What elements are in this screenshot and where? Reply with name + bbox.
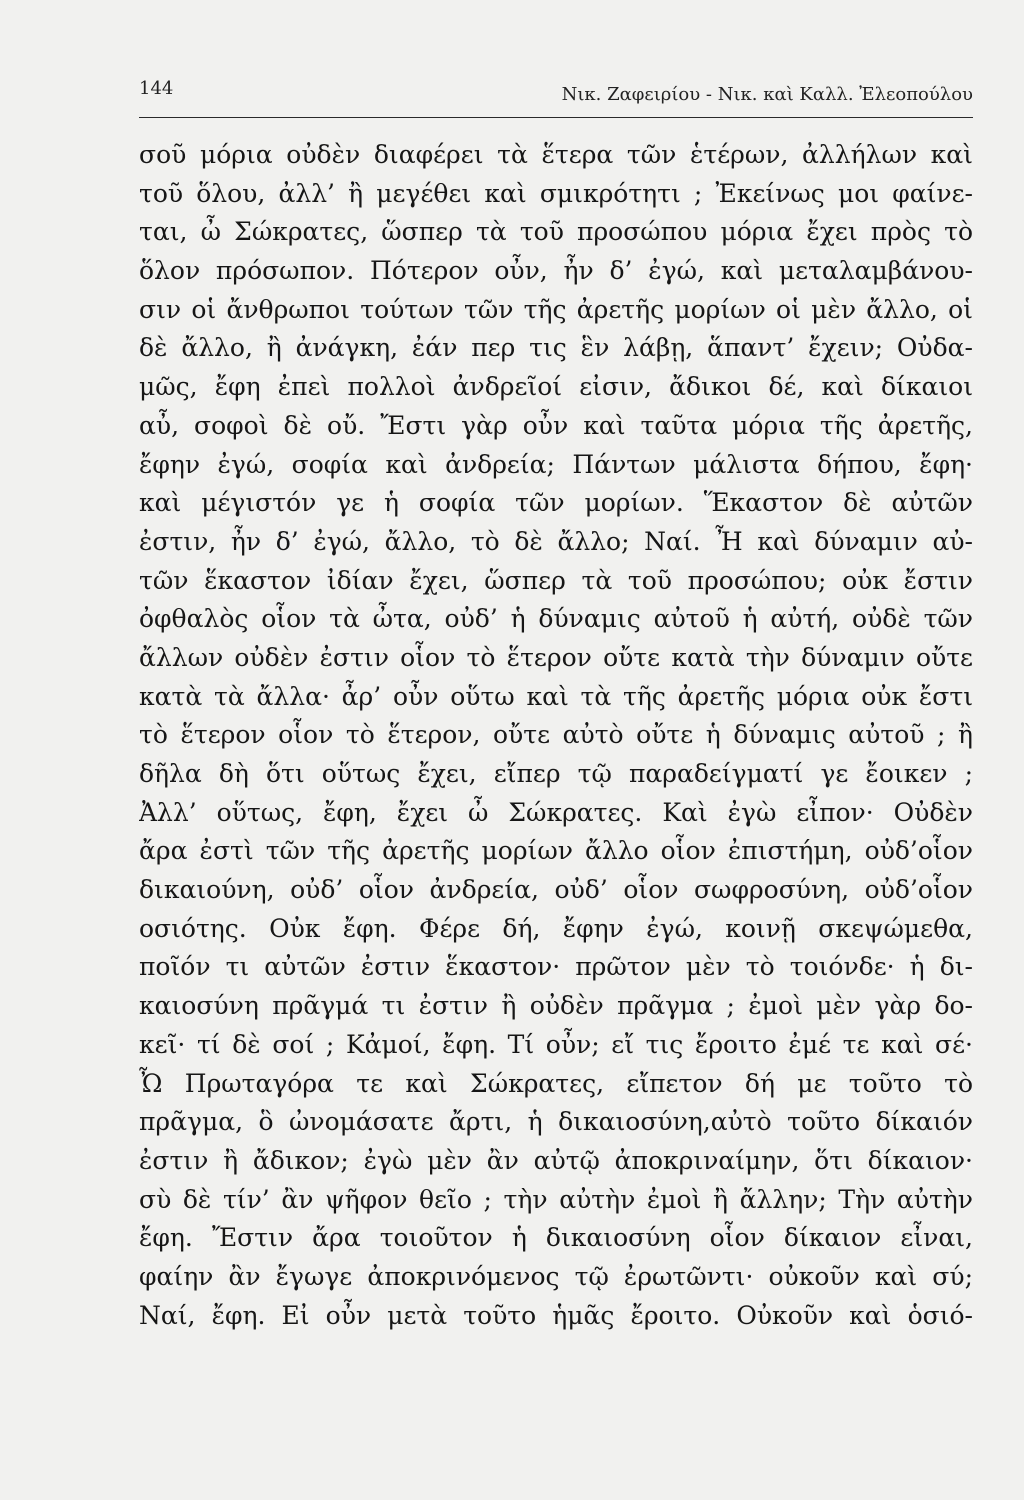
text-line: καὶ μέγιστόν γε ἡ σοφία τῶν μορίων. Ἕκαστον δὲ αὐτῶν [139,488,973,518]
text-line: ἐστιν ἢ ἄδικον; ἐγὼ μὲν ἂν αὐτῷ ἀποκριναίμην, ὅτι δίκαιον· [139,1145,973,1175]
text-line: κεῖ· τί δὲ σοί ; Κἀμοί, ἔφη. Τί οὖν; εἴ τις ἔροιτο ἐμέ τε καὶ σέ· [139,1029,973,1059]
text-line: δὲ ἄλλο, ἢ ἀνάγκη, ἐάν περ τις ἓν λάβῃ, ἅπαντ’ ἔχειν; Οὐδα- [139,333,973,363]
text-line: τὸ ἕτερον οἷον τὸ ἕτερον, οὔτε αὐτὸ οὔτε ἡ δύναμις αὐτοῦ ; ἢ [139,720,973,750]
text-line: σιν οἱ ἄνθρωποι τούτων τῶν τῆς ἀρετῆς μορίων οἱ μὲν ἄλλο, οἱ [139,294,973,324]
text-line: οσιότης. Οὐκ ἔφη. Φέρε δή, ἔφην ἐγώ, κοινῇ σκεψώμεθα, [139,913,973,943]
text-line: ποῖόν τι αὐτῶν ἐστιν ἕκαστον· πρῶτον μὲν τὸ τοιόνδε· ἡ δι- [139,952,973,982]
page-number: 144 [139,78,174,99]
text-line: τῶν ἕκαστον ἰδίαν ἔχει, ὥσπερ τὰ τοῦ προσώπου; οὐκ ἔστιν [139,565,973,595]
text-line: ἐστιν, ἦν δ’ ἐγώ, ἄλλο, τὸ δὲ ἄλλο; Ναί. Ἦ καὶ δύναμιν αὐ- [139,526,973,556]
text-line: κατὰ τὰ ἄλλα· ἆρ’ οὖν οὕτω καὶ τὰ τῆς ἀρετῆς μόρια οὐκ ἔστι [139,681,973,711]
text-line: Ναί, ἔφη. Εἰ οὖν μετὰ τοῦτο ἡμᾶς ἔροιτο. Οὐκοῦν καὶ ὁσιό- [139,1300,973,1330]
text-line: αὖ, σοφοὶ δὲ οὔ. Ἔστι γὰρ οὖν καὶ ταῦτα μόρια τῆς ἀρετῆς, [139,410,973,440]
body-text [139,136,973,1335]
text-line: δικαιούνη, οὐδ’ οἷον ἀνδρεία, οὐδ’ οἷον σωφροσύνη, οὐδ’οἷον [139,875,973,905]
text-line: τοῦ ὅλου, ἀλλ’ ἢ μεγέθει καὶ σμικρότητι ; Ἐκείνως μοι φαίνε- [139,178,973,208]
running-head [139,78,973,108]
text-line: ὅλον πρόσωπον. Πότερον οὖν, ἦν δ’ ἐγώ, καὶ μεταλαμβάνου- [139,256,973,286]
text-line: καιοσύνη πρᾶγμά τι ἐστιν ἢ οὐδὲν πρᾶγμα ; ἐμοὶ μὲν γὰρ δο- [139,991,973,1021]
text-line: Ἀλλ’ οὕτως, ἔφη, ἔχει ὦ Σώκρατες. Καὶ ἐγὼ εἶπον· Οὐδὲν [139,797,973,827]
text-line: ὀφθαλὸς οἷον τὰ ὦτα, οὐδ’ ἡ δύναμις αὐτοῦ ἡ αὐτή, οὐδὲ τῶν [139,604,973,634]
text-line: ται, ὦ Σώκρατες, ὥσπερ τὰ τοῦ προσώπου μόρια ἔχει πρὸς τὸ [139,217,973,247]
header-rule [139,117,973,118]
text-line: ἔφην ἐγώ, σοφία καὶ ἀνδρεία; Πάντων μάλιστα δήπου, ἔφη· [139,449,973,479]
text-line: ἄρα ἐστὶ τῶν τῆς ἀρετῆς μορίων ἄλλο οἷον ἐπιστήμη, οὐδ’οἷον [139,836,973,866]
running-head-title: Νικ. Ζαφειρίου - Νικ. καὶ Καλλ. Ἐλεοπούλου [561,84,973,105]
text-line: ἄλλων οὐδὲν ἐστιν οἷον τὸ ἕτερον οὔτε κατὰ τὴν δύναμιν οὔτε [139,642,973,672]
text-line: μῶς, ἔφη ἐπεὶ πολλοὶ ἀνδρεῖοί εἰσιν, ἄδικοι δέ, καὶ δίκαιοι [139,372,973,402]
text-line: πρᾶγμα, ὃ ὠνομάσατε ἄρτι, ἡ δικαιοσύνη,αὐτὸ τοῦτο δίκαιόν [139,1107,973,1137]
text-line: σοῦ μόρια οὐδὲν διαφέρει τὰ ἕτερα τῶν ἑτέρων, ἀλλήλων καὶ [139,140,973,169]
text-line: σὺ δὲ τίν’ ἂν ψῆφον θεῖο ; τὴν αὐτὴν ἐμοὶ ἢ ἄλλην; Τὴν αὐτὴν [139,1184,973,1214]
text-line: ἔφη. Ἔστιν ἄρα τοιοῦτον ἡ δικαιοσύνη οἷον δίκαιον εἶναι, [139,1223,973,1253]
text-line: Ὦ Πρωταγόρα τε καὶ Σώκρατες, εἴπετον δή με τοῦτο τὸ [139,1068,973,1098]
text-line: φαίην ἂν ἔγωγε ἀποκρινόμενος τῷ ἐρωτῶντι· οὐκοῦν καὶ σύ; [139,1261,973,1291]
text-line: δῆλα δὴ ὅτι οὕτως ἔχει, εἴπερ τῷ παραδείγματί γε ἔοικεν ; [139,759,973,788]
